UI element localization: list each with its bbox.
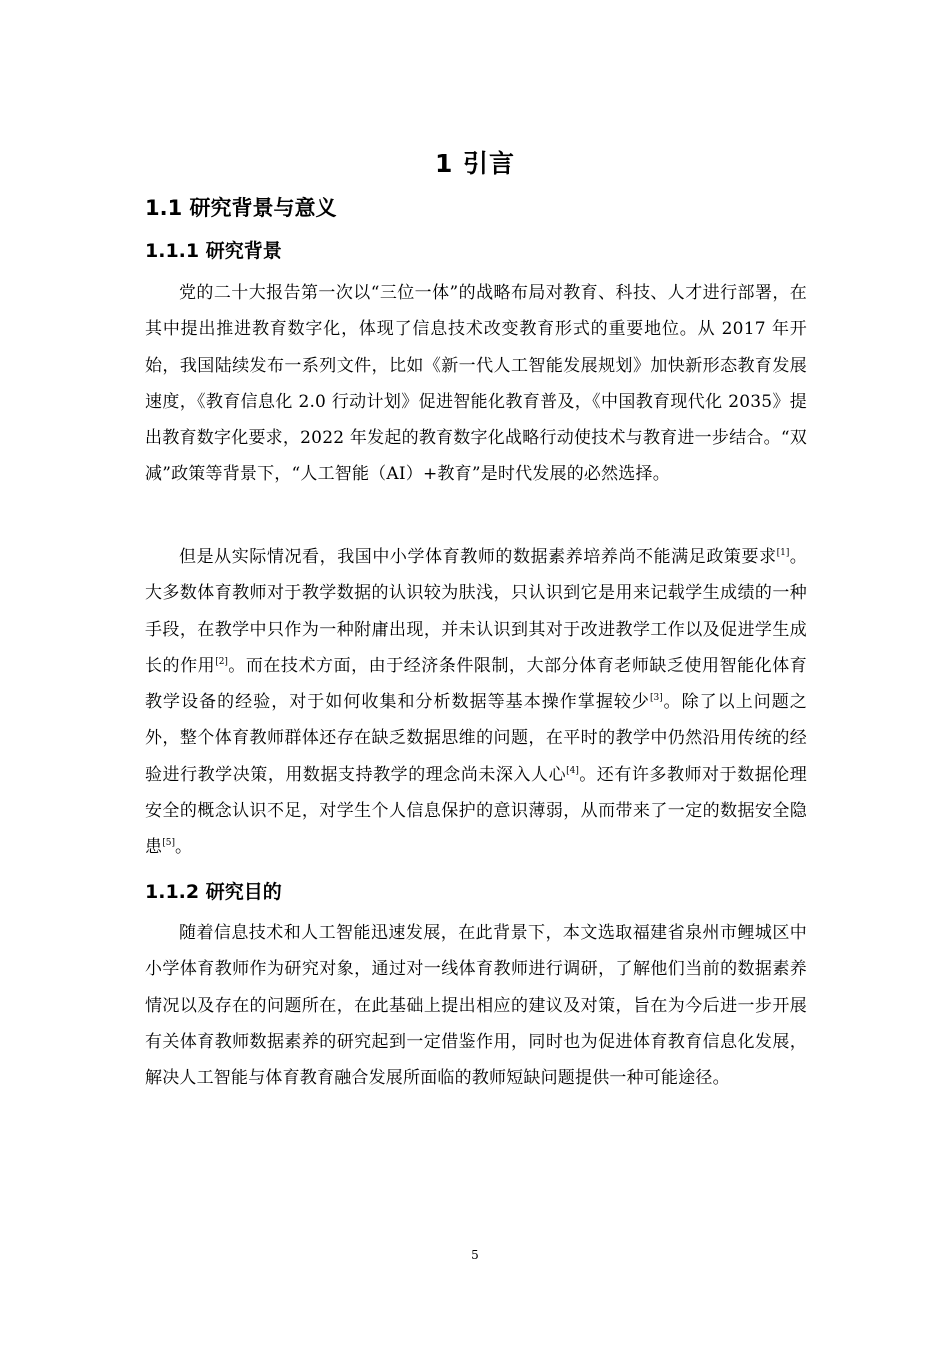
paragraph-purpose: 随着信息技术和人工智能迅速发展，在此背景下，本文选取福建省泉州市鲤城区中小学体育教师作为研究对象，通过对一线体育教师进行调研，了解他们当前的数据素养情况以及存在的问题所在，在此基础上提出相应的建议及对策，旨在为今后进一步开展有关体育教师数据素养的研究起到一定借鉴作用，同时也为促进体育教育信息化发展，解决人工智能与体育教育融合发展所面临的教师短缺问题提供一种可能途径。 (145, 923, 807, 1089)
citation-2: [2] (215, 656, 228, 667)
citation-3: [3] (649, 693, 663, 704)
section-title: 1.1 研究背景与意义 (145, 196, 337, 220)
paragraph-background-2 (145, 539, 807, 866)
paragraph-text: 。 (174, 837, 193, 858)
subsection-title-purpose: 1.1.2 研究目的 (145, 881, 282, 903)
paragraph-text: 。而在技术方面，由于经济条件限制，大部分体育老师缺乏使用智能化体育教学设备的经验，对于如何收集和分析数据等基本操作掌握较少 (145, 655, 807, 713)
citation-1: [1] (776, 548, 790, 558)
chapter-title: 1 引言 (434, 149, 516, 178)
page-number: 5 (471, 1248, 479, 1262)
paragraph-text: 。还有许多教师对于数据伦理安全的概念认识不足，对学生个人信息保护的意识薄弱，从而带来了一定的数据安全隐患 (145, 764, 807, 858)
citation-4: [4] (566, 765, 579, 776)
paragraph-text: 。除了以上问题之外，整个体育教师群体还存在缺乏数据思维的问题，在平时的教学中仍然沿用传统的经验进行教学决策，用数据支持教学的理念尚未深入人心 (145, 692, 807, 785)
paragraph-background-1: 党的二十大报告第一次以“三位一体”的战略布局对教育、科技、人才进行部署，在其中提出推进教育数字化，体现了信息技术改变教育形式的重要地位。从 2017 年开始，我国陆续发布一系列文件，比如《新一代人工智能发展规划》加快新形态教育发展速度，《教育信息化 2.0 行动计划》促进智能化教育普及，《中国教育现代化 2035》提出教育数字化要求，2022 年发起的教育数字化战略行动使技术与教育进一步结合。“双减”政策等背景下，“人工智能（AI）+教育”是时代发展的必然选择。 (145, 283, 807, 485)
subsection-title-background: 1.1.1 研究背景 (145, 240, 282, 262)
paragraph-text: 。大多数体育教师对于教学数据的认识较为肤浅，只认识到它是用来记载学生成绩的一种手段，在教学中只作为一种附庸出现，并未认识到其对于改进教学工作以及促进学生成长的作用 (145, 547, 807, 676)
paragraph-text: 但是从实际情况看，我国中小学体育教师的数据素养培养尚不能满足政策要求 (179, 547, 777, 567)
citation-5: [5] (162, 838, 175, 849)
